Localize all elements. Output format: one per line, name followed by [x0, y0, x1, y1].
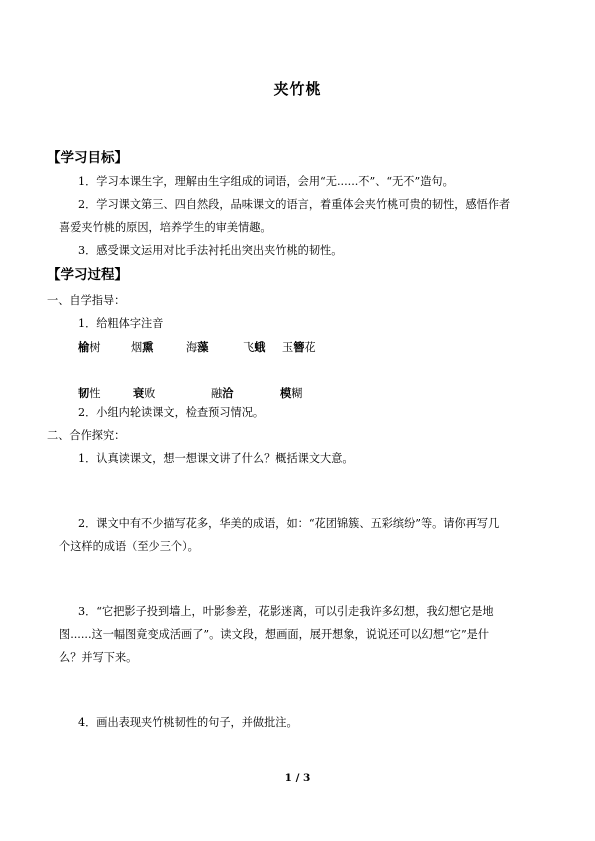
plain-char: 融 — [211, 387, 223, 400]
bold-char: 模 — [280, 387, 292, 400]
process-heading: 【学习过程】 — [47, 267, 128, 283]
word-item — [78, 339, 100, 355]
bold-char: 洽 — [222, 387, 234, 400]
word-item — [131, 339, 153, 355]
part1-heading: 一、自学指导： — [47, 294, 126, 307]
goals-heading: 【学习目标】 — [47, 150, 128, 166]
word-item — [211, 385, 233, 401]
page-number: 1 / 3 — [284, 772, 311, 784]
part2-item3: 3．“它把影子投到墙上，叶影参差，花影迷离，可以引走我许多幻想，我幻想它是地 — [78, 605, 494, 618]
bold-char: 簪 — [293, 341, 305, 354]
goal-1: 1．学习本课生字，理解由生字组成的词语，会用“无......不”、“无不”造句。 — [78, 175, 454, 188]
part1-item1: 1．给粗体字注音 — [78, 317, 164, 330]
part2-item2-cont: 个这样的成语（至少三个）。 — [59, 540, 199, 553]
word-item — [78, 385, 100, 401]
goal-3: 3．感受课文运用对比手法衬托出突出夹竹桃的韧性。 — [78, 244, 343, 257]
part2-heading: 二、合作探究： — [47, 429, 126, 442]
part2-item3-cont1: 图......这一幅图竟变成活画了”。读文段，想画面，展开想象，说说还可以幻想“它”是什 — [59, 628, 490, 641]
part1-item2: 2．小组内轮读课文，检查预习情况。 — [78, 406, 265, 419]
plain-char: 树 — [89, 341, 101, 354]
plain-char: 糊 — [291, 387, 303, 400]
goal-2: 2．学习课文第三、四自然段，品味课文的语言，着重体会夹竹桃可贵的韧性，感悟作者 — [78, 198, 511, 211]
bold-char: 榆 — [78, 341, 90, 354]
bold-char: 熏 — [142, 341, 154, 354]
bold-char: 韧 — [78, 387, 90, 400]
word-item — [282, 339, 316, 355]
bold-char: 蛾 — [254, 341, 266, 354]
part2-item1: 1．认真读课文，想一想课文讲了什么？概括课文大意。 — [78, 452, 354, 465]
plain-char: 花 — [304, 341, 316, 354]
word-item — [243, 339, 265, 355]
plain-char: 海 — [186, 341, 198, 354]
part2-item2: 2．课文中有不少描写花多，华美的成语，如：“花团锦簇、五彩缤纷”等。请你再写几 — [78, 517, 500, 530]
bold-char: 藻 — [197, 341, 209, 354]
plain-char: 烟 — [131, 341, 143, 354]
plain-char: 性 — [89, 387, 101, 400]
word-item — [280, 385, 302, 401]
goal-2-cont: 喜爱夹竹桃的原因，培养学生的审美情趣。 — [59, 221, 272, 234]
part2-item3-cont2: 么？并写下来。 — [59, 651, 138, 664]
part2-item4: 4．画出表现夹竹桃韧性的句子，并做批注。 — [78, 716, 298, 729]
bold-char: 衰 — [133, 387, 145, 400]
plain-char: 飞 — [243, 341, 255, 354]
word-item — [186, 339, 208, 355]
plain-char: 玉 — [282, 341, 294, 354]
word-item — [133, 385, 155, 401]
plain-char: 败 — [144, 387, 156, 400]
page-title: 夹竹桃 — [273, 80, 322, 98]
